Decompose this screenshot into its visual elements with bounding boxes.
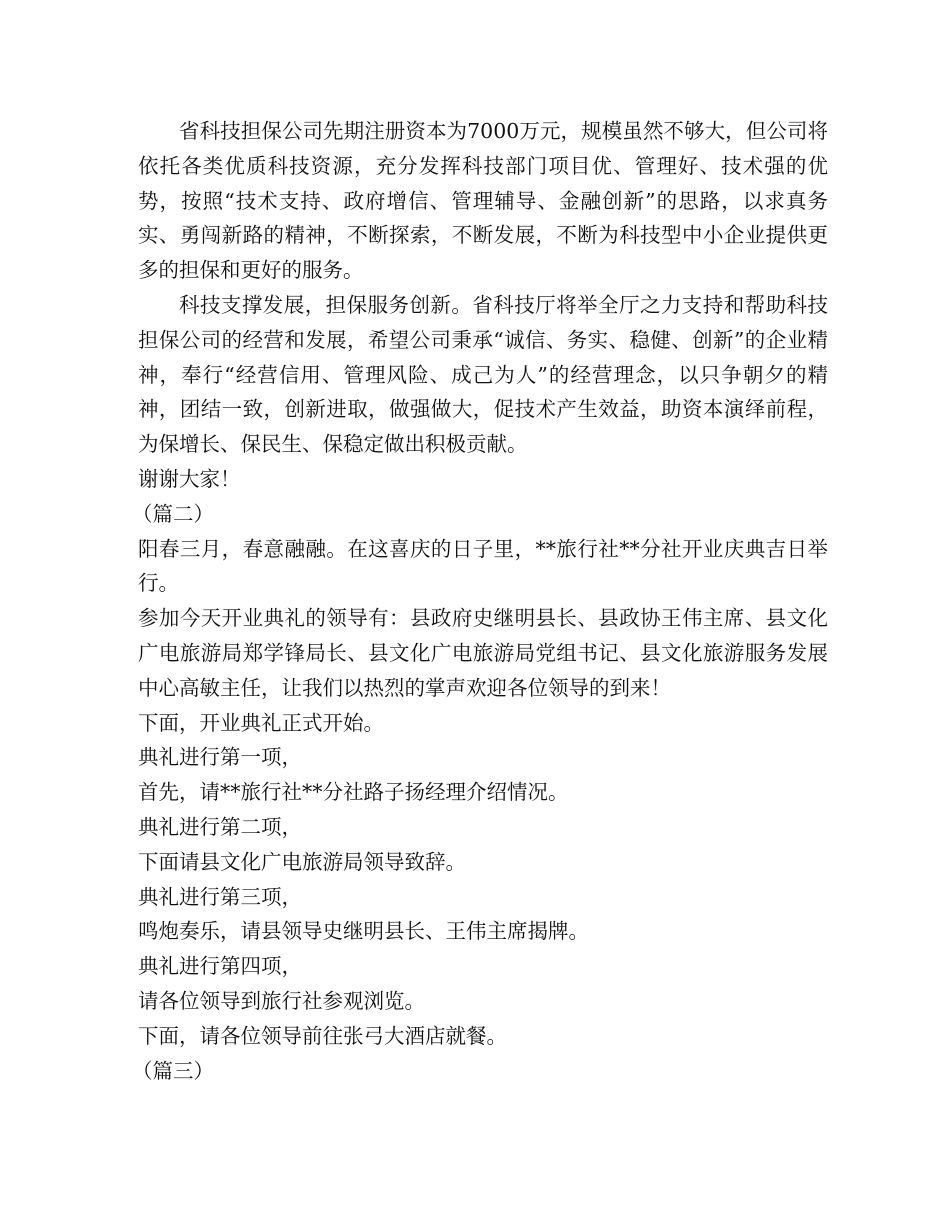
paragraph-visit: 请各位领导到旅行社参观浏览。 <box>138 988 425 1013</box>
paragraph-item-three: 典礼进行第三项， <box>138 884 302 909</box>
paragraph-bureau-speech: 下面请县文化广电旅游局领导致辞。 <box>138 849 466 874</box>
paragraph-leaders-present: 参加今天开业典礼的领导有：县政府史继明县长、县政协王伟主席、县文化广电旅游局郑学锋局长、县文化广电旅游局党组书记、县文化旅游服务发展中心高敏主任，让我们以热烈的掌声欢迎各位领导的到来！ <box>138 606 828 700</box>
paragraph-dinner: 下面，请各位领导前往张弓大酒店就餐。 <box>138 1023 507 1048</box>
paragraph-tech-support: 科技支撑发展，担保服务创新。省科技厅将举全厅之力支持和帮助科技担保公司的经营和发展，希望公司秉承“诚信、务实、稳健、创新”的企业精神，奉行“经营信用、管理风险、成己为人”的经营理念，以只争朝夕的精神，团结一致，创新进取，做强做大，促技术产生效益，助资本演绎前程，为保增长、保民生、保稳定做出积极贡献。 <box>138 292 828 457</box>
paragraph-ceremony-start: 下面，开业典礼正式开始。 <box>138 710 384 735</box>
paragraph-company-capital: 省科技担保公司先期注册资本为7000万元，规模虽然不够大，但公司将依托各类优质科技资源，充分发挥科技部门项目优、管理好、技术强的优势，按照“技术支持、政府增信、管理辅导、金融创新”的思路，以求真务实、勇闯新路的精神，不断探索，不断发展，不断为科技型中小企业提供更多的担保和更好的服务。 <box>138 119 828 283</box>
paragraph-thanks: 谢谢大家！ <box>138 466 241 491</box>
paragraph-manager-intro: 首先，请**旅行社**分社路子扬经理介绍情况。 <box>138 780 569 805</box>
section-heading-part-two: （篇二） <box>132 501 214 526</box>
paragraph-item-one: 典礼进行第一项， <box>138 745 302 770</box>
paragraph-item-two: 典礼进行第二项， <box>138 814 302 839</box>
paragraph-unveiling: 鸣炮奏乐，请县领导史继明县长、王伟主席揭牌。 <box>138 919 589 944</box>
section-heading-part-three: （篇三） <box>132 1058 214 1083</box>
document-body <box>132 114 828 1088</box>
paragraph-item-four: 典礼进行第四项， <box>138 954 302 979</box>
paragraph-opening-greeting: 阳春三月，春意融融。在这喜庆的日子里，**旅行社**分社开业庆典吉日举行。 <box>138 536 828 596</box>
